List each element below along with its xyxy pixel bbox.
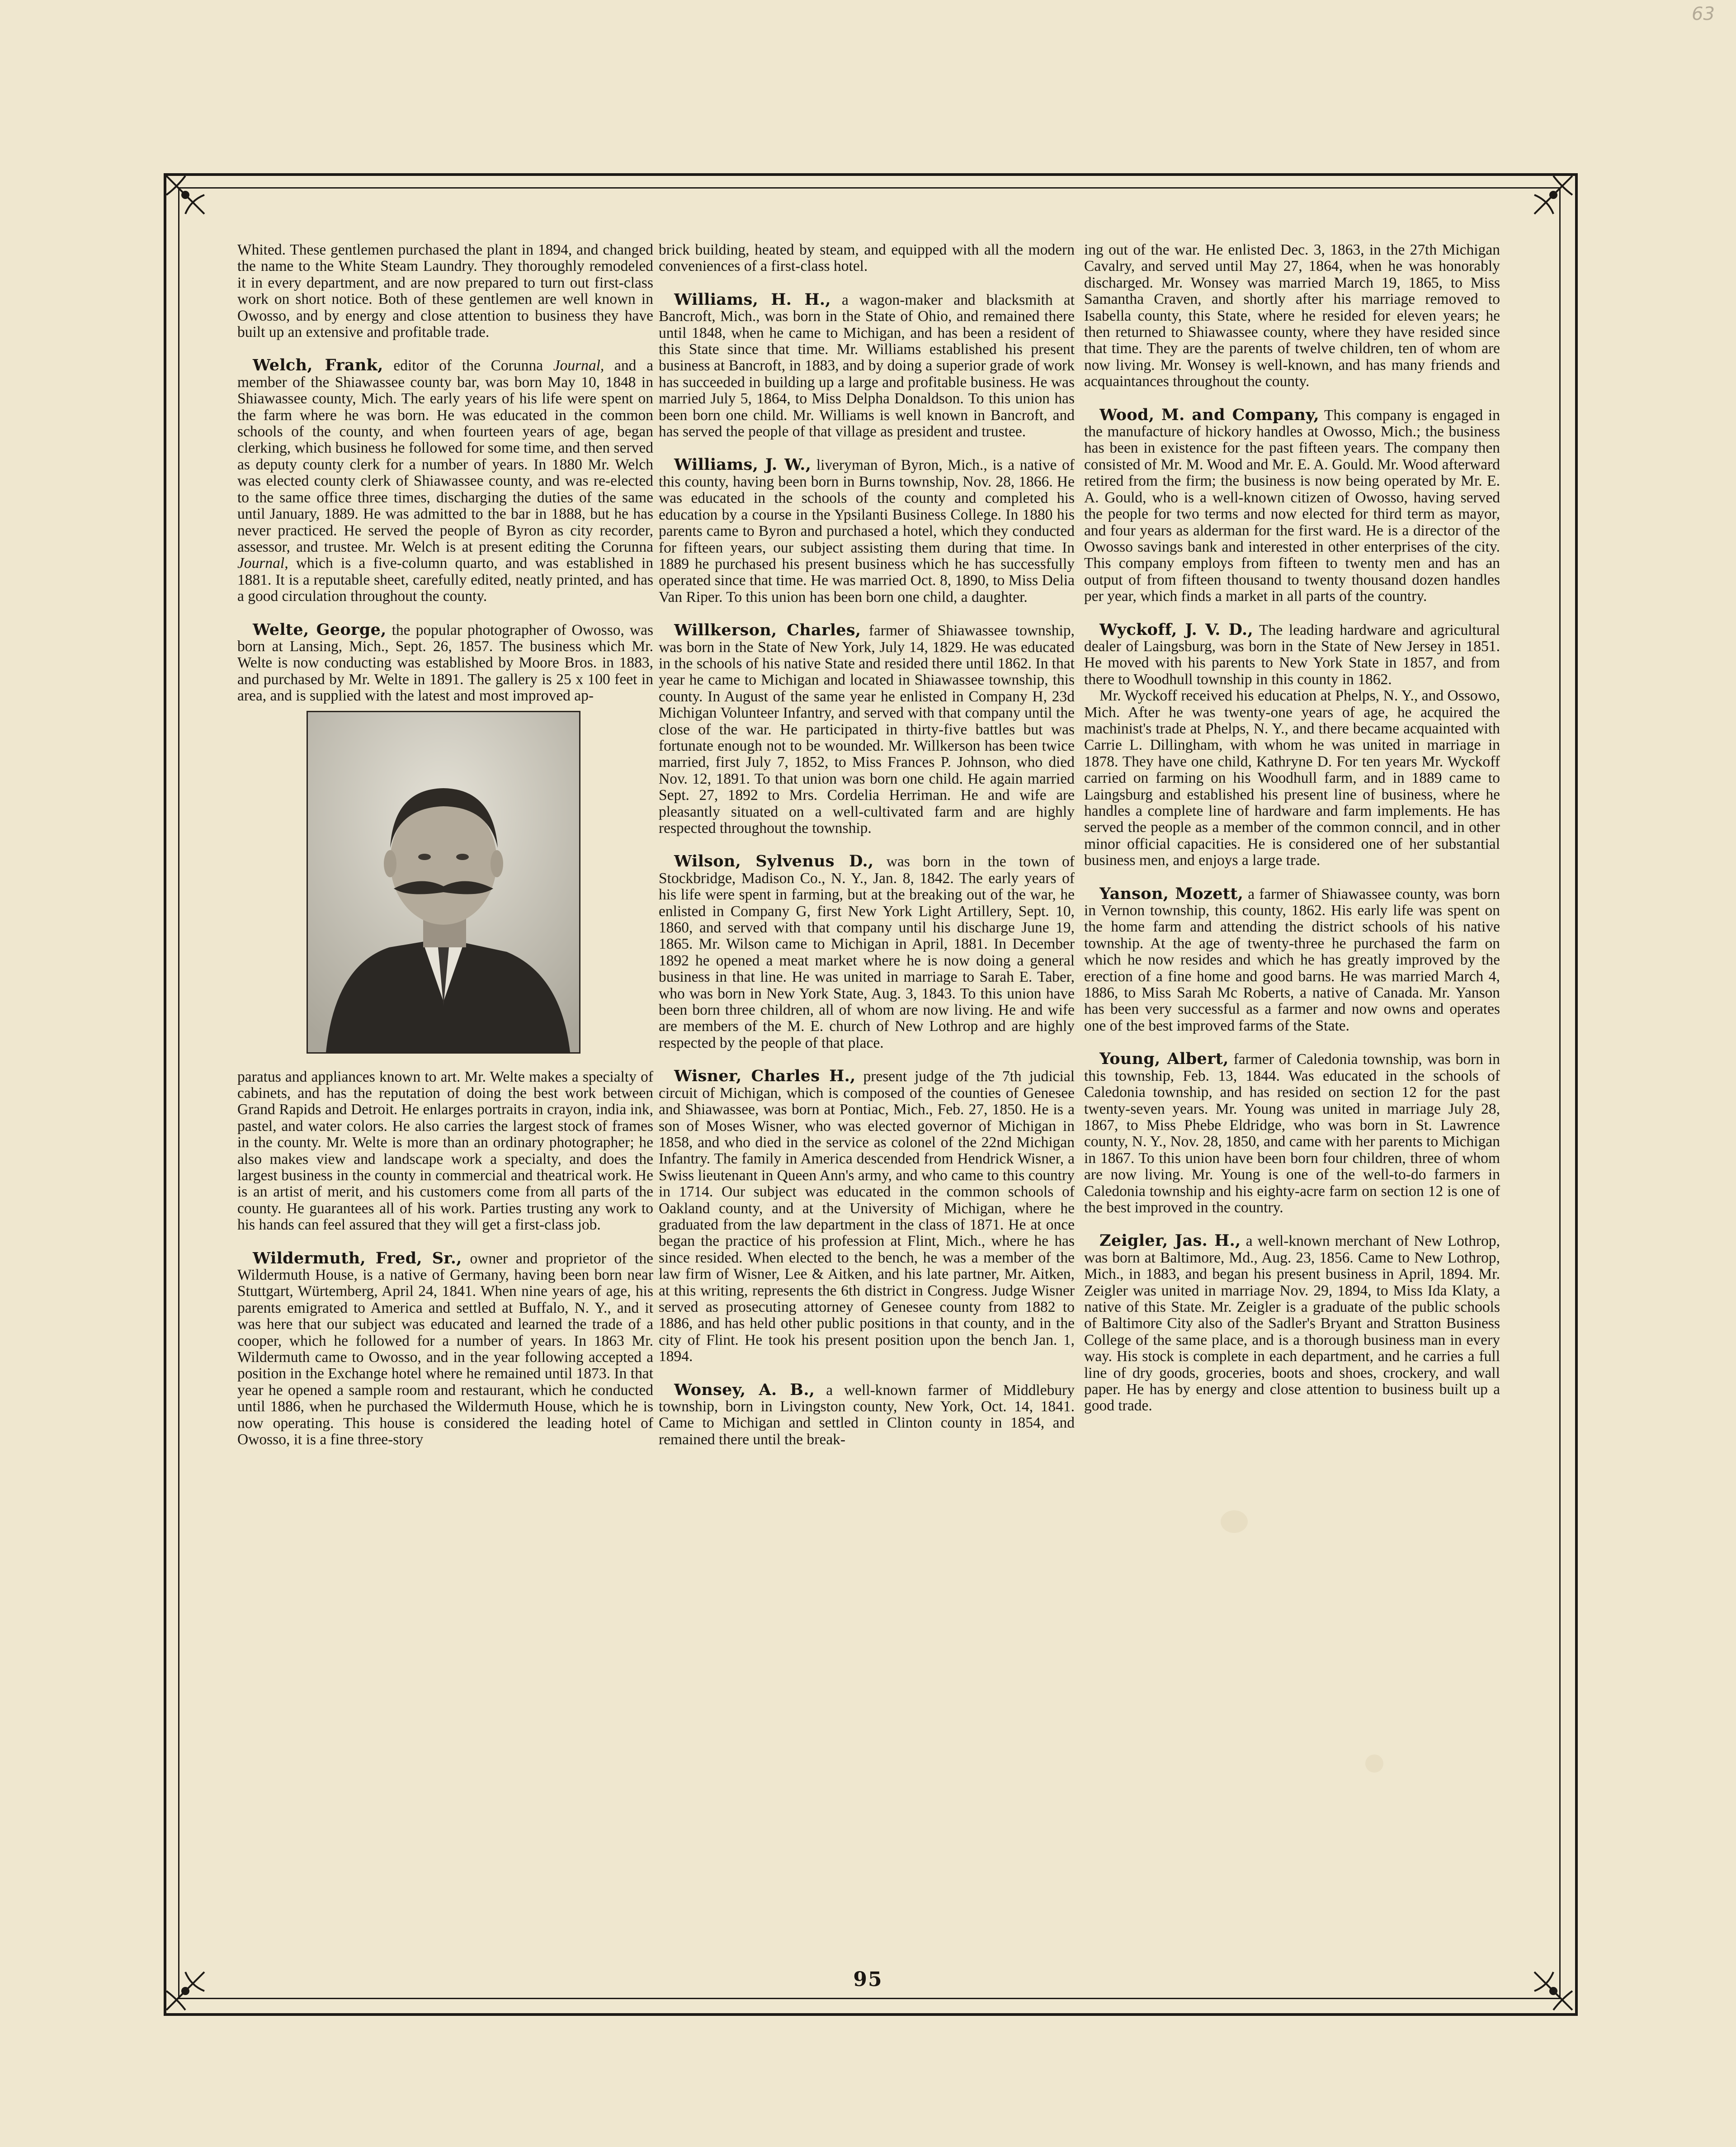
entry-welch-frank [237, 357, 653, 605]
entry-text: a farmer of Shiawassee county, was born in Vernon township, this county, 1862. His early life was spent on the home farm and attending the district schools of his native township. At the age of twenty-three he purchased the farm on which he now resides and which he has greatly improved by the erection of a fine home and good barns. He was married March 4, 1886, to Miss Sarah Mc Roberts, a native of Canada. Mr. Yanson has been very successful as a farmer and now owns and operates one of the best improved farms of the State. [1084, 885, 1500, 1034]
text-column-3 [1084, 242, 1500, 1431]
entry-text: The leading hardware and agricultural dealer of Laingsburg, was born in the State of New Jersey in 1851. He moved with his parents to New York State in 1857, and from there to Woodhull township in this county in 1862. [1084, 621, 1500, 688]
entry-name: Wyckoff, J. V. D., [1099, 620, 1253, 639]
entry-text: the popular photographer of Owosso, was born at Lansing, Mich., Sept. 26, 1857. The business which Mr. Welte is now conducting was established by Moore Bros. in 1883, and purchased by Mr. Welte in 1891. The gallery is 25 x 100 feet in area, and is supplied with the latest and most improved ap- [237, 621, 654, 705]
entry-wyckoff-continued: Mr. Wyckoff received his education at Phelps, N. Y., and Ossowo, Mich. After he was twenty-one years of age, he acquired the machinist's trade at Phelps, N. Y., and there became acquainted with Carrie L. Dillingham, with whom he was united in marriage in 1878. They have one child, Kathryne D. For ten years Mr. Wyckoff carried on farming on his Woodhull farm, and in 1889 came to Laingsburg and established his present line of business, where he handles a complete line of hardware and farm implements. He has served the people as a member of the common conncil, and in other minor official capacities. He is considered one of her substantial business men, and enjoys a large trade. [1084, 687, 1500, 869]
entry-name: Wood, M. and Company, [1099, 405, 1319, 424]
entry-text: and a member of the Shiawassee county bar, was born May 10, 1848 in Shiawassee county, Mich. The early years of his life were spent on the farm where he was born. He was educated in the common schools of the county, and when fourteen years of age, began clerking, which business he followed for some time, and then served as deputy county clerk for a number of years. In 1880 Mr. Welch was elected county clerk of Shiawassee county, and was re-elected to the same office three times, discharging the duties of the same until January, 1889. He was admitted to the bar in 1888, but he has never practiced. He served the people of Byron as city recorder, assessor, and trustee. Mr. Welch is at present editing the Corunna [237, 357, 654, 555]
entry-text: a well-known merchant of New Lothrop, was born at Baltimore, Md., Aug. 23, 1856. Came to New Lothrop, Mich., in 1883, and began his present business in April, 1894. Mr. Zeigler was united in marriage Nov. 29, 1894, to Miss Ida Klaty, a native of this State. Mr. Zeigler is a graduate of the public schools of Baltimore City also of the Sadler's Bryant and Stratton Business College of the same place, and is a thorough business man in every way. His stock is complete in each department, and he carries a full line of dry goods, groceries, boots and shoes, crockery, and wall paper. He has by energy and close attention to business built up a good trade. [1084, 1233, 1500, 1414]
entry-text: liveryman of Byron, Mich., is a native of this county, having been born in Burns township, Nov. 28, 1866. He was educated in the schools of the county and completed his education by a course in the Ypsilanti Business College. In 1880 his parents came to Byron and purchased a hotel, which they conducted for fifteen years, our subject assisting them during that time. In 1889 he purchased his present business which he has successfully operated since that time. He was married Oct. 8, 1890, to Miss Delia Van Riper. To this union has been born one child, a daughter. [659, 457, 1075, 605]
page-number: 95 [853, 1968, 883, 1991]
entry-text: present judge of the 7th judicial circuit of Michigan, which is composed of the counties of Genesee and Shiawassee, was born at Pontiac, Mich., Feb. 27, 1850. He is a son of Moses Wisner, who was elected governor of Michigan in 1858, and who died in the service as colonel of the 22nd Michigan Infantry. The family in America descended from Hendrick Wisner, a Swiss lieutenant in Queen Ann's army, and who came to this country in 1714. Our subject was educated in the common schools of Oakland county, and at the University of Michigan, where he graduated from the law department in the class of 1871. He at once began the practice of his profession at Flint, Mich., where he has since resided. When elected to the bench, he was a member of the law firm of Wisner, Lee & Aitken, and his late partner, Mr. Aitken, at this writing, represents the 6th district in Congress. Judge Wisner served as prosecuting attorney of Genesee county from 1882 to 1886, and has held other public positions in that county, and in the city of Flint. He took his present position upon the bench Jan. 1, 1894. [659, 1068, 1075, 1365]
entry-zeigler-jas [1084, 1233, 1500, 1414]
entry-text: a wagon-maker and blacksmith at Bancroft, Mich., was born in the State of Ohio, and remained there until 1848, when he came to Michigan, and has been a resident of this State since that time. Mr. Williams established his present business at Bancroft, in 1883, and by doing a superior grade of work has succeeded in building up a large and profitable business. He was married July 5, 1864, to Miss Delpha Donaldson. To this union has been born one child. Mr. Williams is well known in Bancroft, and has served the people of that village as president and trustee. [659, 291, 1075, 440]
portrait-man-icon [308, 712, 579, 1052]
corner-ornament-icon [164, 1969, 207, 2013]
entry-welte-continued: paratus and appliances known to art. Mr. Welte makes a specialty of cabinets, and has the reputation of doing the best work between Grand Rapids and Detroit. He enlarges portraits in crayon, india ink, pastel, and water colors. He also carries the largest stock of frames in the county. Mr. Welte is more than an ordinary photographer; he also makes view and landscape work a specialty, and does the largest business in the county in commercial and theatrical work. He is an artist of merit, and his customers come from all parts of the county. He guarantees all of his work. Parties trusting any work to his hands can feel assured that they will get a first-class job. [237, 1068, 653, 1234]
entry-name: Welte, George, [253, 620, 387, 639]
entry-wyckoff-jvd [1084, 622, 1500, 688]
text-column-1 [237, 242, 653, 1465]
entry-willkerson-charles [659, 622, 1075, 837]
entry-text: editor of the Corunna [383, 357, 553, 374]
entry-name: Wisner, Charles H., [674, 1067, 856, 1086]
text-column-2 [659, 242, 1075, 1465]
entry-name: Young, Albert, [1099, 1050, 1229, 1069]
continuation-paragraph: brick building, heated by steam, and equipped with all the modern conveniences of a first-class hotel. [659, 241, 1075, 275]
entry-name: Wildermuth, Fred, Sr., [253, 1248, 462, 1267]
entry-name: Williams, H. H., [674, 290, 831, 309]
portrait-photo [307, 711, 580, 1054]
corner-ornament-icon [1532, 173, 1575, 217]
entry-name: Wilson, Sylvenus D., [674, 852, 874, 871]
journal-title: Journal, [553, 357, 604, 374]
continuation-paragraph: ing out of the war. He enlisted Dec. 3, 1863, in the 27th Michigan Cavalry, and served until May 27, 1864, when he was honorably discharged. Mr. Wonsey was married March 19, 1865, to Miss Samantha Craven, and shortly after his marriage removed to Isabella county, this State, where he resided for eleven years; he then returned to Shiawassee county, where they have resided since that time. They are the parents of twelve children, ten of whom are now living. Mr. Wonsey is well-known, and has many friends and acquaintances throughout the county. [1084, 241, 1500, 390]
corner-ornament-icon [164, 173, 207, 217]
entry-wildermuth-fred [237, 1250, 653, 1448]
entry-yanson-mozett [1084, 886, 1500, 1035]
entry-text: a well-known farmer of Middlebury township, born in Livingston county, New York, Oct. 14, 1841. Came to Michigan and settled in Clinton county in 1854, and remained there until the break- [659, 1381, 1075, 1448]
entry-wisner-charles [659, 1068, 1075, 1365]
journal-title: Journal, [237, 555, 288, 572]
entry-text: farmer of Caledonia township, was born in this township, Feb. 13, 1844. Was educated in the schools of Caledonia township, and has resided on section 12 for the past twenty-seven years. Mr. Young was united in marriage July 28, 1867, to Miss Phebe Eldridge, who was born in St. Lawrence county, N. Y., Nov. 28, 1850, and came with her parents to Michigan in 1867. To this union have been born four children, three of whom are now living. Mr. Young is one of the well-to-do farmers in Caledonia township and his eighty-acre farm on section 12 is one of the best improved in the country. [1084, 1051, 1500, 1216]
entry-wood-company [1084, 407, 1500, 605]
continuation-paragraph: Whited. These gentlemen purchased the plant in 1894, and changed the name to the White Steam Laundry. They thoroughly remodeled it in every department, and are now prepared to turn out first-class work on short notice. Both of these gentlemen are well known in Owosso, and by energy and close attention to business they have built up an extensive and profitable trade. [237, 241, 653, 341]
entry-welte-george [237, 622, 653, 705]
pencil-page-mark: 63 [1692, 4, 1715, 24]
corner-ornament-icon [1532, 1969, 1575, 2013]
entry-text: farmer of Shiawassee township, was born in the State of New York, July 14, 1829. He was educated in the schools of his native State and resided there until 1862. In that year he came to Michigan and located in Shiawassee township, this county. In August of the same year he enlisted in Company H, 23d Michigan Volunteer Infantry, and served with that company until the close of the war. He participated in thirty-five battles but was fortunate enough not to be wounded. Mr. Willkerson has been twice married, first July 7, 1852, to Miss Frances P. Johnson, who died Nov. 12, 1891. To that union was born one child. He again married Sept. 27, 1892 to Mrs. Cordelia Herriman. He and wife are pleasantly situated on a well-cultivated farm and are highly respected throughout the township. [659, 622, 1075, 837]
entry-name: Willkerson, Charles, [674, 621, 861, 640]
entry-name: Yanson, Mozett, [1099, 884, 1244, 903]
entry-text: This company is engaged in the manufacture of hickory handles at Owosso, Mich.; the business has been in existence for the past fifteen years. The company then consisted of Mr. M. Wood and Mr. E. A. Gould. Mr. Wood afterward retired from the firm; the business is now being operated by Mr. E. A. Gould, who is a well-known citizen of Owosso, having served the people for two terms and now elected for third term as mayor, and four years as alderman for the first ward. He is a director of the Owosso savings bank and interested in other enterprises of the city. This company employs from fifteen to twenty men and has an output of from fifteen thousand to twenty thousand dozen handles per year, which finds a market in all parts of the country. [1084, 407, 1500, 605]
entry-text: owner and proprietor of the Wildermuth House, is a native of Germany, having been born near Stuttgart, Würtemberg, April 24, 1841. When nine years of age, his parents emigrated to America and settled at Buffalo, N. Y., and it was here that our subject was educated and learned the trade of a cooper, which he followed for a number of years. In 1863 Mr. Wildermuth came to Owosso, and in the year following accepted a position in the Exchange hotel where he remained until 1873. In that year he opened a sample room and restaurant, which he conducted until 1886, when he purchased the Wildermuth House, which he is now operating. This house is considered the leading hotel of Owosso, it is a fine three-story [237, 1250, 653, 1448]
entry-text: which is a five-column quarto, and was established in 1881. It is a reputable sheet, carefully edited, neatly printed, and has a good circulation throughout the county. [237, 555, 653, 605]
entry-name: Welch, Frank, [253, 356, 383, 375]
entry-williams-hh [659, 292, 1075, 440]
entry-name: Williams, J. W., [674, 455, 811, 474]
entry-wonsey-ab [659, 1382, 1075, 1448]
entry-williams-jw [659, 457, 1075, 605]
entry-name: Zeigler, Jas. H., [1099, 1231, 1241, 1250]
entry-young-albert [1084, 1051, 1500, 1216]
entry-name: Wonsey, A. B., [674, 1380, 815, 1399]
entry-wilson-sylvenus [659, 853, 1075, 1051]
entry-text: was born in the town of Stockbridge, Madison Co., N. Y., Jan. 8, 1842. The early years of his life were spent in farming, but at the breaking out of the war, he enlisted in Company G, first New York Light Artillery, Sept. 10, 1860, and served with that company until his discharge June 19, 1865. Mr. Wilson came to Michigan in April, 1881. In December 1892 he opened a meat market where he is now doing a general business in that line. He was united in marriage to Sarah E. Taber, who was born in New York State, Aug. 3, 1843. To this union have been born three children, all of whom are now living. He and wife are members of the M. E. church of New Lothrop and are highly respected by the people of that place. [659, 853, 1075, 1051]
